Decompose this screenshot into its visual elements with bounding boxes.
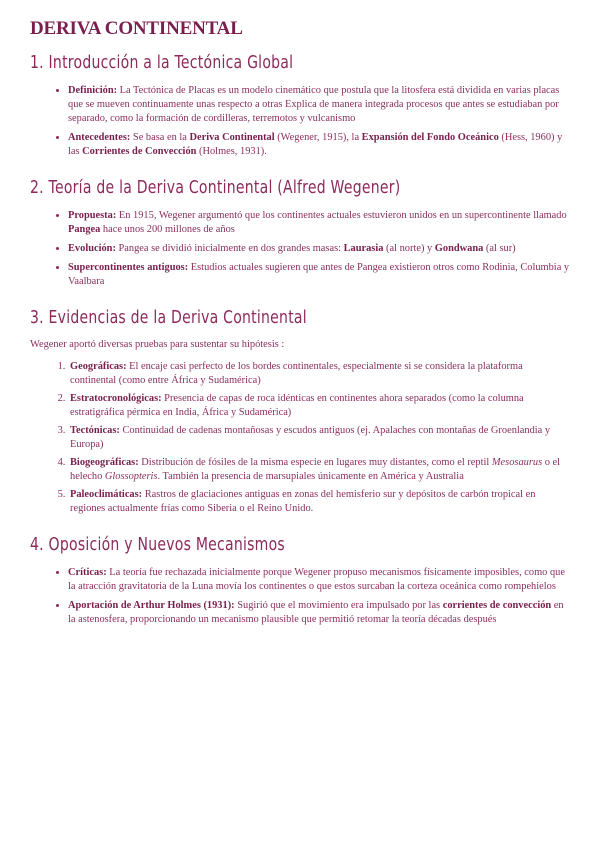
section-heading-oposicion: 4. Oposición y Nuevos Mecanismos [30, 534, 285, 555]
section-intro-evidencias: Wegener aportó diversas pruebas para sustentar su hipótesis : [30, 339, 285, 350]
list-item-criticas: • Críticas: La teoría fue rechazada inicialmente porque Wegener propuso mecanismos físicamente imposibles, como que la atracción gravitatoria de la Luna movía los continentes o que estos surcaban la corteza oceánica como rompehielos [68, 565, 570, 594]
section-heading-evidencias: 3. Evidencias de la Deriva Continental [30, 307, 307, 328]
list-item-antecedentes: • Antecedentes: Se basa en la Deriva Continental (Wegener, 1915), la Expansión del Fondo Oceánico (Hess, 1960) y las Corrientes de Convección (Holmes, 1931). [68, 130, 570, 159]
document-title: DERIVA CONTINENTAL [30, 18, 243, 39]
section-list-introduccion [30, 83, 570, 159]
list-item-holmes: • Aportación de Arthur Holmes (1931): Sugirió que el movimiento era impulsado por las corrientes de convección en la astenosfera, proporcionando un mecanismo plausible que permitió retomar la teoría décadas después [68, 598, 570, 627]
section-heading-teoria: 2. Teoría de la Deriva Continental (Alfred Wegener) [30, 177, 401, 198]
list-item-estratocronologicas: 2. Estratocronológicas: Presencia de capas de roca idénticas en continentes ahora separados (como la columna estratigráfica pérmica en India, África y Sudamérica) [68, 392, 570, 420]
section-heading-introduccion: 1. Introducción a la Tectónica Global [30, 52, 294, 73]
list-item-geograficas: 1. Geográficas: El encaje casi perfecto de los bordes continentales, especialmente si se considera la plataforma continental (como entre África y Sudamérica) [68, 360, 570, 388]
section-list-evidencias [30, 360, 570, 516]
list-item-tectonicas: 3. Tectónicas: Continuidad de cadenas montañosas y escudos antiguos (ej. Apalaches con montañas de Groenlandia y Europa) [68, 424, 570, 452]
list-item-biogeograficas: 4. Biogeográficas: Distribución de fósiles de la misma especie en lugares muy distantes, como el reptil Mesosaurus o el helecho Glossopteris. También la presencia de marsupiales únicamente en América y Australia [68, 456, 570, 484]
section-list-teoria [30, 208, 570, 289]
list-item-supercontinentes: • Supercontinentes antiguos: Estudios actuales sugieren que antes de Pangea existieron otros como Rodinia, Columbia y Vaalbara [68, 260, 570, 289]
list-item-propuesta: • Propuesta: En 1915, Wegener argumentó que los continentes actuales estuvieron unidos en un supercontinente llamado Pangea hace unos 200 millones de años [68, 208, 570, 237]
list-item-definicion: • Definición: La Tectónica de Placas es un modelo cinemático que postula que la litosfera está dividida en varias placas que se mueven continuamente unas respecto a otras Explica de manera integrada procesos que antes se estudiaban por separado, como la formación de cordilleras, terremotos y vulcanismo [68, 83, 570, 126]
list-item-paleoclimaticas: 5. Paleoclimáticas: Rastros de glaciaciones antiguas en zonas del hemisferio sur y depósitos de carbón tropical en regiones actualmente frías como Siberia o el Reino Unido. [68, 488, 570, 516]
list-item-evolucion: • Evolución: Pangea se dividió inicialmente en dos grandes masas: Laurasia (al norte) y Gondwana (al sur) [68, 241, 570, 256]
section-list-oposicion [30, 565, 570, 627]
